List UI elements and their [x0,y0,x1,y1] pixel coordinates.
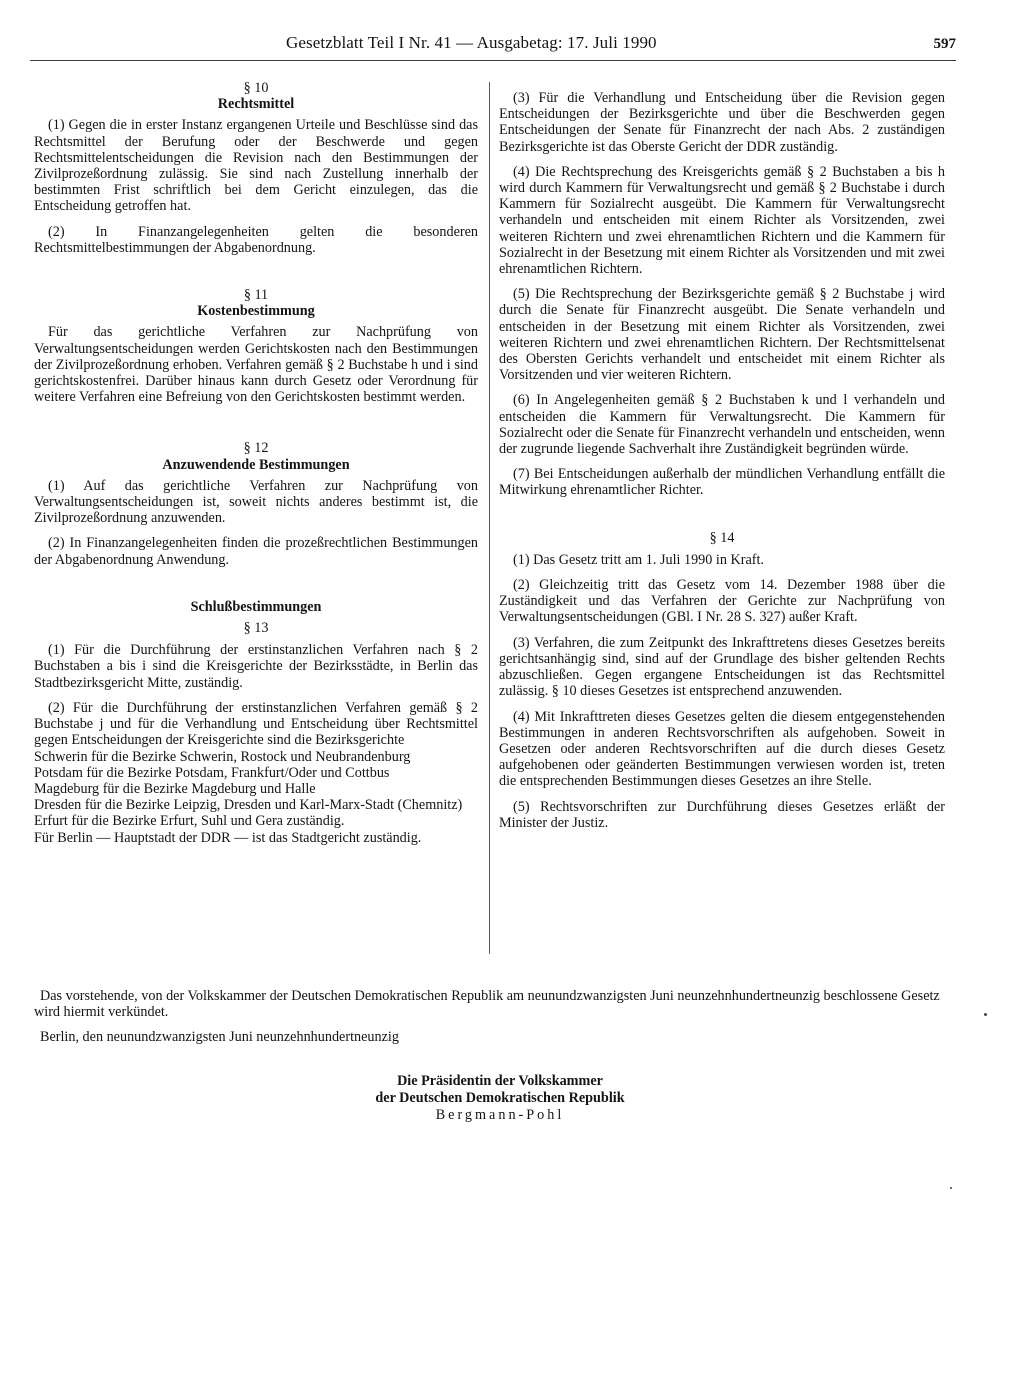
section-11-paragraph: Für das gerichtliche Verfahren zur Nachprüfung von Verwaltungsentscheidungen werden Gerichtskosten nach den Bestimmungen der Zivilprozeßordnung erhoben. Verfahren gemäß § 2 Buchstabe h und i sind gerichtskostenfrei. Darüber hinaus kann durch Gesetz oder Verordnung für weitere Verfahren eine Befreiung von den Gerichtskosten bestimmt werden. [34,324,478,406]
court-list-item: Magdeburg für die Bezirke Magdeburg und Halle [34,780,316,797]
court-list-item: Schwerin für die Bezirke Schwerin, Rostock und Neubrandenburg [34,748,411,765]
section-13-paragraph: (7) Bei Entscheidungen außerhalb der mündlichen Verhandlung entfällt die Mitwirkung ehrenamtlicher Richter. [499,466,945,499]
court-list-item: Dresden für die Bezirke Leipzig, Dresden und Karl-Marx-Stadt (Chemnitz) [34,797,463,814]
section-13-paragraph: (2) Für die Durchführung der erstinstanzlichen Verfahren gemäß § 2 Buchstabe j und für die Verhandlung und Entscheidung über Rechtsmittel gegen Entscheidungen der Kreisgerichte sind die Bezirksgerichte [34,699,478,749]
section-14-paragraph: (4) Mit Inkrafttreten dieses Gesetzes gelten die diesem entgegenstehenden Bestimmungen in anderen Rechtsvorschriften als aufgehoben. Soweit in Gesetzen oder anderen Rechtsvorschriften auf die durch dieses Gesetz aufgehobenen oder geänderten Bestimmungen verwiesen worden ist, treten die entsprechenden Bestimmungen dieses Gesetzes an ihre Stelle. [499,708,945,790]
final-provisions-heading: Schlußbestimmungen [190,598,322,615]
section-13-paragraph: (3) Für die Verhandlung und Entscheidung über die Revision gegen Entscheidungen der Bezirksgerichte und über die Beschwerden gegen Entscheidungen der Senate für Finanzrecht der nach Abs. 2 zuständigen Bezirksgerichte ist das Oberste Gericht der DDR zuständig. [499,90,945,155]
section-10-heading: Rechtsmittel [217,96,295,113]
section-14-paragraph: (1) Das Gesetz tritt am 1. Juli 1990 in Kraft. [513,551,764,568]
section-13-paragraph: (4) Die Rechtsprechung des Kreisgerichts gemäß § 2 Buchstaben a bis h wird durch Kammern für Verwaltungsrecht und gemäß § 2 Buchstabe i durch Kammern für Sozialrecht ausgeübt. Die Kammern für Verwaltungsrecht verhandeln und entscheiden mit einem Richter als Vorsitzenden, zwei weiteren Richtern und zwei ehrenamtlichen Richtern und die Kammern für Sozialrecht in der Besetzung mit einem Richter als Vorsitzenden und mit zwei ehrenamtlichen Richtern. [499,163,945,278]
section-14-paragraph: (5) Rechtsvorschriften zur Durchführung dieses Gesetzes erläßt der Minister der Justiz. [499,798,945,831]
section-13-paragraph: (6) In Angelegenheiten gemäß § 2 Buchstaben k und l verhandeln und entscheiden die Kammern für Verwaltungsrecht. Die Kammern für Sozialrecht oder die Senate für Finanzrecht verhandeln und entscheiden, wenn der zugrunde liegende Sachverhalt ihre Zuständigkeit begründen würde. [499,392,945,458]
court-list-item: Für Berlin — Hauptstadt der DDR — ist das Stadtgericht zuständig. [34,829,422,846]
page-header [30,33,956,57]
section-12-paragraph: (2) In Finanzangelegenheiten finden die prozeßrechtlichen Bestimmungen der Abgabenordnung Anwendung. [34,535,478,568]
signature-title: der Deutschen Demokratischen Republik [375,1090,625,1106]
signatory-name: Bergmann-Pohl [435,1107,565,1123]
header-rule [30,60,956,61]
section-10-paragraph: (2) In Finanzangelegenheiten gelten die besonderen Rechtsmittelbestimmungen der Abgabenordnung. [34,223,478,256]
section-12-number: § 12 [243,440,269,457]
place-date: Berlin, den neunundzwanzigsten Juni neunzehnhundertneunzig [40,1029,399,1046]
section-10-paragraph: (1) Gegen die in erster Instanz ergangenen Urteile und Beschlüsse sind das Rechtsmittel der Berufung oder der Beschwerde und gegen Rechtsmittelentscheidungen die Revision nach den Bestimmungen der Zivilprozeßordnung zulässig. Sie sind nach Zustellung innerhalb der bestimmten Frist schriftlich bei dem Gericht einzulegen, das die Entscheidung getroffen hat. [34,117,478,215]
print-speck [984,1013,987,1016]
signature-block [300,1073,700,1124]
signature-title: Die Präsidentin der Volkskammer [397,1073,603,1089]
section-14-paragraph: (3) Verfahren, die zum Zeitpunkt des Inkrafttretens dieses Gesetzes bereits gerichtsanhängig sind, sind auf der Grundlage des bisher geltenden Rechts abzuschließen. Gegen ergangene Entscheidungen ist das Rechtsmittel zulässig. § 10 dieses Gesetzes ist entsprechend anzuwenden. [499,634,945,700]
court-list-item: Erfurt für die Bezirke Erfurt, Suhl und Gera zuständig. [34,813,345,830]
page-number: 597 [933,36,956,52]
section-14-paragraph: (2) Gleichzeitig tritt das Gesetz vom 14. Dezember 1988 über die Zuständigkeit und das Verfahren der Gerichte zur Nachprüfung von Verwaltungsentscheidungen (GBl. I Nr. 28 S. 327) außer Kraft. [499,577,945,626]
gazette-title: Gesetzblatt Teil I Nr. 41 — Ausgabetag: 17. Juli 1990 [286,33,657,52]
promulgation-text: Das vorstehende, von der Volkskammer der Deutschen Demokratischen Republik am neunundzwanzigsten Juni neunzehnhundertneunzig beschlossene Gesetz wird hiermit verkündet. [34,988,940,1021]
section-13-paragraph: (1) Für die Durchführung der erstinstanzlichen Verfahren nach § 2 Buchstaben a bis i sind die Kreisgerichte der Bezirksstädte, in Berlin das Stadtbezirksgericht Mitte, zuständig. [34,642,478,691]
section-14-number: § 14 [709,529,735,546]
section-12-heading: Anzuwendende Bestimmungen [162,456,350,473]
column-divider [489,82,490,954]
promulgation-block [34,988,968,1055]
section-11-heading: Kostenbestimmung [197,303,315,320]
section-13-number: § 13 [243,620,269,637]
section-13-paragraph: (5) Die Rechtsprechung der Bezirksgerichte gemäß § 2 Buchstabe j wird durch die Senate für Finanzrecht ausgeübt. Die Senate verhandeln und entscheiden in der Besetzung mit einem Richter als Vorsitzenden, zwei weiteren Richtern und zwei ehrenamtlichen Richtern. Der Rechtsmittelsenat des Obersten Gerichts verhandelt und entscheidet mit einem Richter als Vorsitzenden und vier weiteren Richtern. [499,286,945,384]
left-column [34,80,478,846]
right-column [499,90,945,840]
section-10-number: § 10 [243,80,269,96]
section-12-paragraph: (1) Auf das gerichtliche Verfahren zur Nachprüfung von Verwaltungsentscheidungen ist, soweit nichts anderes bestimmt ist, die Zivilprozeßordnung anzuwenden. [34,477,478,527]
court-list-item: Potsdam für die Bezirke Potsdam, Frankfurt/Oder und Cottbus [34,764,390,781]
print-speck [950,1187,952,1189]
section-11-number: § 11 [243,287,269,304]
